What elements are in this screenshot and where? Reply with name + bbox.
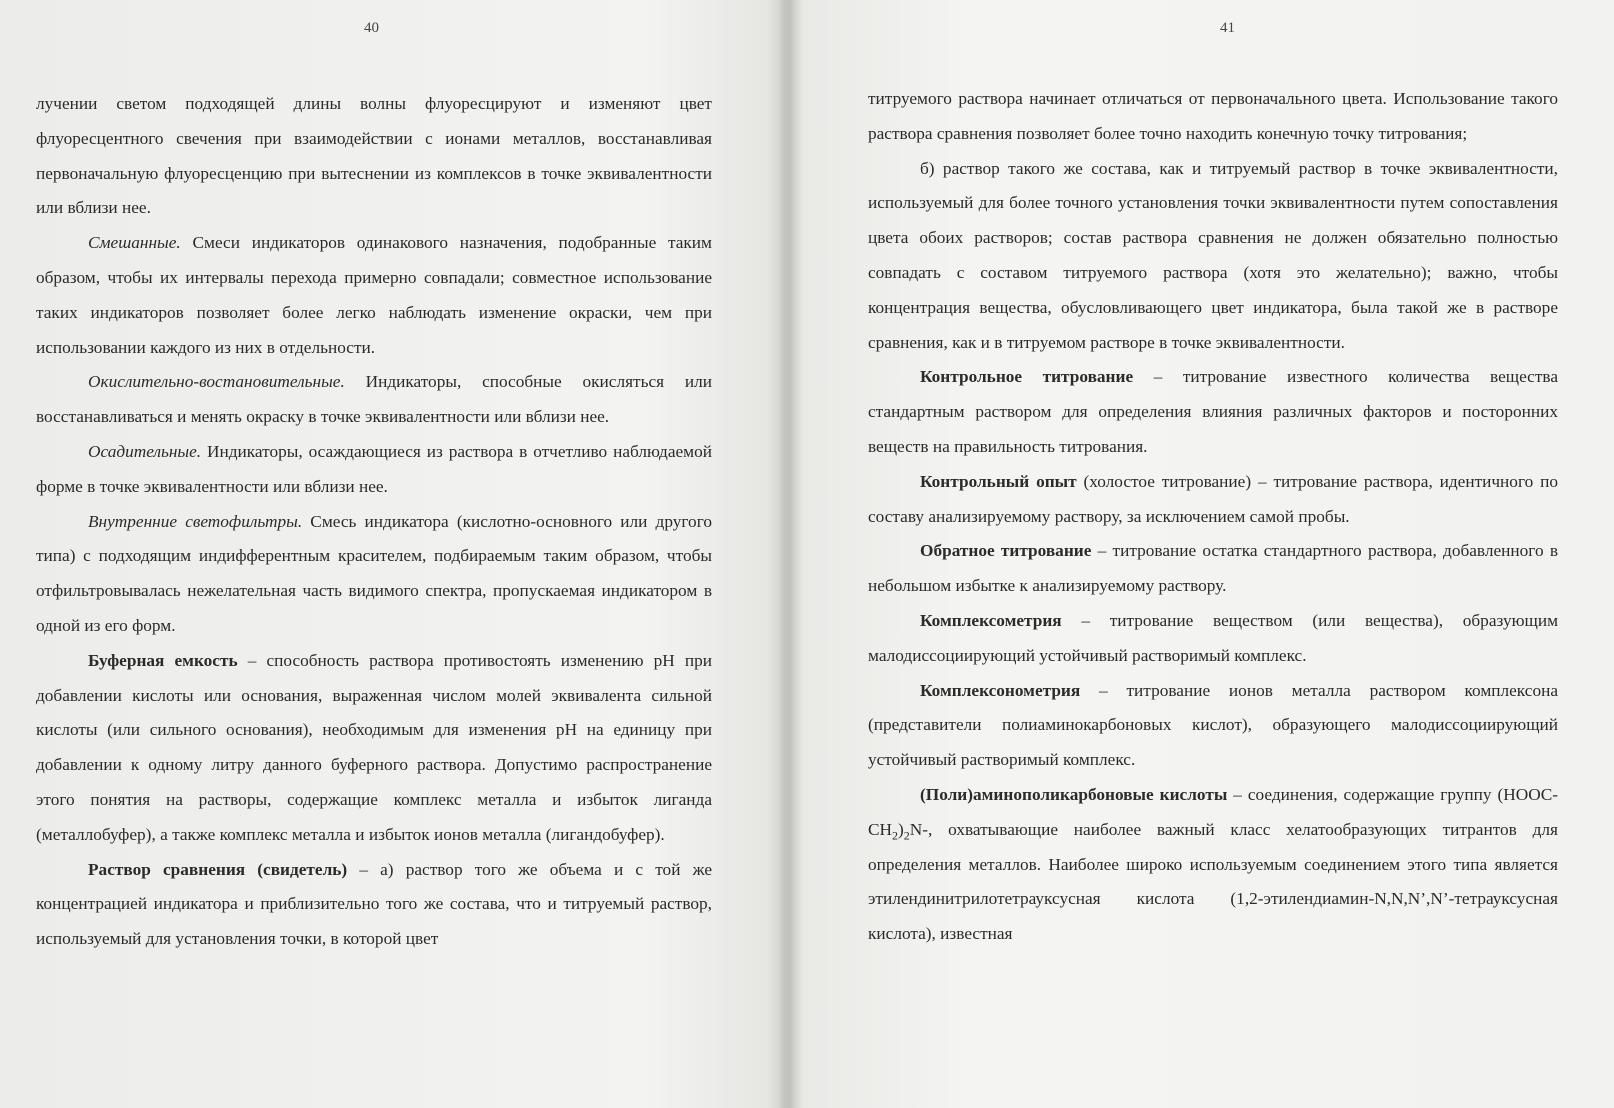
paragraph-body: N-, охватывающие наиболее важный класс хелатообразующих титрантов для определения металлов. Наиболее широко используемым соединением этого типа является этилендинитрилотетрауксусная кислота (1,2-этилендиамин-N,N,N’,N’-тетрауксусная кислота), известная [868, 819, 1558, 944]
paragraph [36, 644, 712, 853]
paragraph-term: Комплексометрия [920, 610, 1062, 630]
paragraph-term: Комплексонометрия [920, 680, 1081, 700]
paragraph [868, 465, 1558, 535]
page-number-left: 40 [364, 20, 379, 36]
paragraph [868, 152, 1558, 361]
paragraph-term: Раствор сравнения (свидетель) [88, 859, 348, 879]
paragraph-body: – титрование известного количества вещества стандартным раствором для определения влияния различных факторов и посторонних веществ на правильность титрования. [868, 367, 1558, 456]
paragraph-term: Смешанные. [88, 233, 181, 253]
left-page-text [36, 87, 712, 957]
paragraph-body: лучении светом подходящей длины волны флуоресцируют и изменяют цвет флуоресцентного свечения при взаимодействии с ионами металлов, восстанавливая первоначальную флуоресценцию при вытеснении из комплексов в точке эквивалентности или вблизи нее. [36, 94, 712, 218]
paragraph [868, 604, 1558, 674]
paragraph [36, 435, 712, 505]
paragraph-body: (холостое титрование) – титрование раствора, идентичного по составу анализируемому раствору, за исключением самой пробы. [868, 471, 1558, 526]
paragraph [36, 853, 712, 957]
paragraph [868, 82, 1558, 152]
right-page-text [868, 82, 1558, 952]
paragraph-body: – титрование остатка стандартного раствора, добавленного в небольшом избытке к анализируемому раствору. [868, 541, 1558, 596]
subscript: 2 [903, 828, 910, 843]
paragraph-term: Контрольное титрование [920, 367, 1134, 387]
paragraph [868, 778, 1558, 952]
paragraph-term: Окислительно-востановительные. [88, 372, 345, 392]
paragraph-body: Индикаторы, способные окисляться или восстанавливаться и менять окраску в точке эквивалентности или вблизи нее. [36, 372, 712, 427]
formula-part: ) [898, 819, 904, 839]
right-page [806, 0, 1614, 1108]
paragraph-body: титруемого раствора начинает отличаться от первоначального цвета. Использование такого раствора сравнения позволяет более точно находить конечную точку титрования; [868, 89, 1558, 143]
paragraph [36, 365, 712, 435]
paragraph-body: – а) раствор того же объема и с той же концентрацией индикатора и приблизительно того же состава, что и титруемый раствор, используемый для установления точки, в которой цвет [36, 859, 712, 949]
paragraph-body: б) раствор такого же состава, как и титруемый раствор в точке эквивалентности, используемый для более точного установления точки эквивалентности путем сопоставления цвета обоих растворов; состав раствора сравнения не должен обязательно полностью совпадать с составом титруемого раствора (хотя это желательно); важно, чтобы концентрация вещества, обусловливающего цвет индикатора, была такой же в растворе сравнения, как и в титруемом растворе в точке эквивалентности. [868, 158, 1558, 352]
paragraph-term: Осадительные. [88, 441, 202, 461]
paragraph [868, 534, 1558, 604]
paragraph-body: – способность раствора противостоять изменению pH при добавлении кислоты или основания, выраженная числом молей эквивалента сильной кислоты (или сильного основания), необходимым для изменения pH на единицу при добавлении к одному литру данного буферного раствора. Допустимо распространение этого понятия на растворы, содержащие комплекс металла и избыток лиганда (металлобуфер), а также комплекс металла и избыток ионов металла (лигандобуфер). [36, 650, 712, 844]
subscript: 2 [892, 828, 899, 843]
paragraph-term: Внутренние светофильтры. [88, 511, 303, 531]
paragraph-body: – титрование ионов металла раствором комплексона (представители полиаминокарбоновых кислот), образующего малодиссоциирующий устойчивый растворимый комплекс. [868, 680, 1558, 770]
paragraph-term: (Поли)аминополикарбоновые кислоты [920, 784, 1228, 804]
paragraph [36, 505, 712, 644]
paragraph [868, 674, 1558, 778]
paragraph-body: Смеси индикаторов одинакового назначения, подобранные таким образом, чтобы их интервалы перехода примерно совпадали; совместное использование таких индикаторов позволяет более легко наблюдать изменение окраски, чем при использовании каждого из них в отдельности. [36, 233, 712, 357]
paragraph-term: Контрольный опыт [920, 471, 1077, 491]
page-number-right: 41 [1220, 20, 1235, 36]
paragraph [36, 226, 712, 365]
paragraph-body: Смесь индикатора (кислотно-основного или другого типа) с подходящим индифферентным красителем, подбираемым таким образом, чтобы отфильтровывалась нежелательная часть видимого спектра, пропускаемая индикатором в одной из его форм. [36, 511, 712, 635]
left-page [0, 0, 790, 1108]
paragraph-body: – соединения, содержащие группу (HOOC-CH [868, 784, 1558, 839]
paragraph-term: Обратное титрование [920, 541, 1092, 561]
paragraph [36, 87, 712, 226]
paragraph [868, 360, 1558, 464]
paragraph-body: – титрование веществом (или вещества), образующим малодиссоциирующий устойчивый растворимый комплекс. [868, 610, 1558, 665]
paragraph-body: Индикаторы, осаждающиеся из раствора в отчетливо наблюдаемой форме в точке эквивалентности или вблизи нее. [36, 441, 712, 496]
paragraph-term: Буферная емкость [88, 650, 238, 670]
